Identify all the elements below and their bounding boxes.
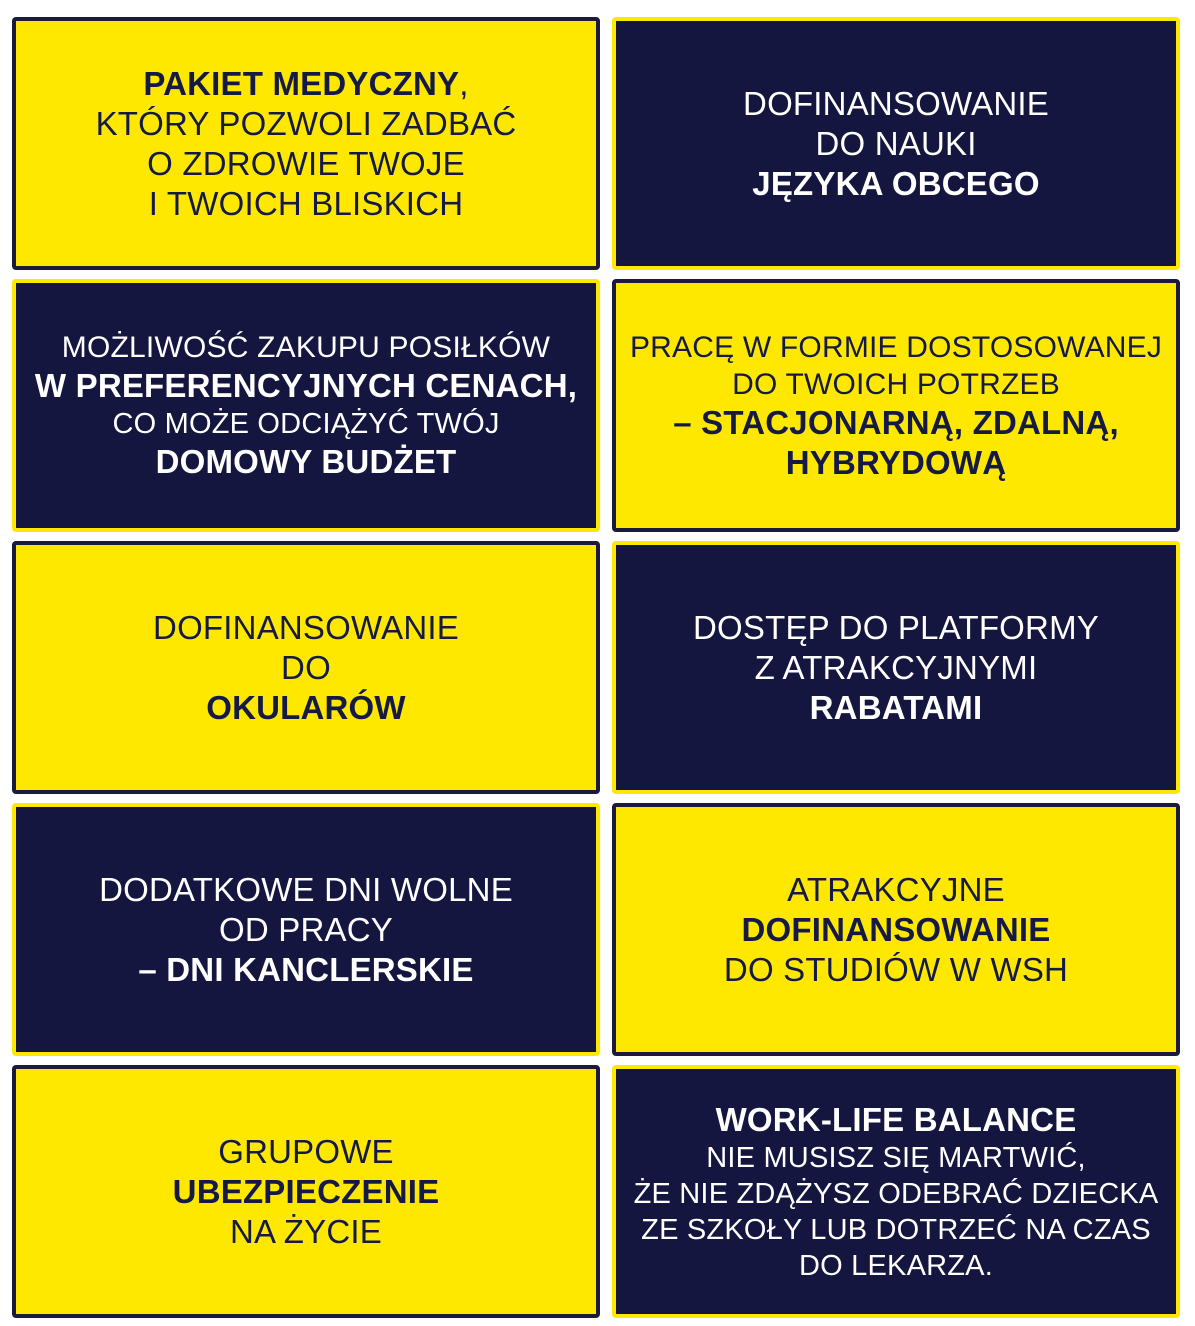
benefit-line: CO MOŻE ODCIĄŻYĆ TWÓJ: [112, 408, 500, 440]
benefit-text: [96, 64, 517, 224]
benefit-tile: [12, 1065, 600, 1318]
benefit-line: DODATKOWE DNI WOLNE: [99, 870, 513, 908]
benefit-tile: [12, 17, 600, 270]
benefit-line: I TWOICH BLISKICH: [148, 184, 464, 222]
benefit-line: DOSTĘP DO PLATFORMY: [693, 608, 1099, 646]
benefit-line-bold: UBEZPIECZENIE: [172, 1172, 440, 1210]
benefit-tile: [612, 1065, 1180, 1318]
benefit-line: DO: [281, 648, 331, 686]
benefit-line: DO LEKARZA.: [799, 1249, 993, 1282]
benefit-line-bold: JĘZYKA OBCEGO: [752, 164, 1040, 202]
benefit-line: DO STUDIÓW W WSH: [723, 950, 1069, 988]
benefit-line: Z ATRAKCYJNYMI: [754, 648, 1038, 686]
benefit-tile: [12, 279, 600, 532]
benefit-line-bold: OKULARÓW: [206, 688, 406, 726]
benefit-line: DO TWOICH POTRZEB: [732, 367, 1060, 401]
benefit-text: [99, 870, 513, 990]
benefit-line-bold: DOMOWY BUDŻET: [155, 443, 457, 480]
benefit-line-bold: HYBRYDOWĄ: [785, 443, 1007, 481]
benefit-line: ATRAKCYJNE: [787, 870, 1005, 908]
benefit-text: [743, 84, 1049, 204]
benefit-line-bold: W PREFERENCYJNYCH CENACH,: [34, 367, 578, 404]
benefit-text: [634, 1100, 1159, 1284]
benefit-tile: [612, 279, 1180, 532]
benefit-line-bold: RABATAMI: [809, 688, 983, 726]
benefit-line-bold: – DNI KANCLERSKIE: [138, 950, 474, 988]
benefit-text: [724, 870, 1068, 990]
benefit-line-bold: DOFINANSOWANIE: [741, 910, 1051, 948]
benefit-text: [693, 608, 1099, 728]
benefit-text: [153, 608, 459, 728]
benefit-line: GRUPOWE: [218, 1132, 394, 1170]
benefit-tile: [12, 541, 600, 794]
benefit-line: KTÓRY POZWOLI ZADBAĆ: [95, 104, 517, 142]
benefit-line: ŻE NIE ZDĄŻYSZ ODEBRAĆ DZIECKA: [633, 1177, 1159, 1210]
benefit-line-bold: WORK-LIFE BALANCE: [715, 1100, 1077, 1138]
benefit-line: DO NAUKI: [815, 124, 977, 162]
benefit-tile: [12, 803, 600, 1056]
benefit-text: [35, 329, 577, 482]
benefit-line-bold: – STACJONARNĄ, ZDALNĄ,: [673, 403, 1119, 441]
benefit-tile: [612, 541, 1180, 794]
benefit-line-rest: ,: [459, 64, 469, 102]
benefit-line: PRACĘ W FORMIE DOSTOSOWANEJ: [629, 330, 1163, 364]
benefit-line: DOFINANSOWANIE: [743, 84, 1049, 122]
benefit-line: ZE SZKOŁY LUB DOTRZEĆ NA CZAS: [641, 1213, 1151, 1246]
benefit-line: NIE MUSISZ SIĘ MARTWIĆ,: [706, 1141, 1086, 1174]
benefit-line: NA ŻYCIE: [230, 1212, 382, 1250]
benefit-line: [143, 64, 468, 104]
benefit-line: MOŻLIWOŚĆ ZAKUPU POSIŁKÓW: [61, 331, 551, 364]
benefit-tile: [612, 17, 1180, 270]
benefit-text: [630, 329, 1162, 483]
benefit-text: [173, 1132, 440, 1252]
benefit-line: O ZDROWIE TWOJE: [147, 144, 465, 182]
benefit-line-bold: PAKIET MEDYCZNY: [143, 64, 460, 102]
benefit-tile: [612, 803, 1180, 1056]
benefits-grid: [12, 17, 1180, 1318]
benefit-line: DOFINANSOWANIE: [153, 608, 459, 646]
benefit-line: OD PRACY: [219, 910, 393, 948]
